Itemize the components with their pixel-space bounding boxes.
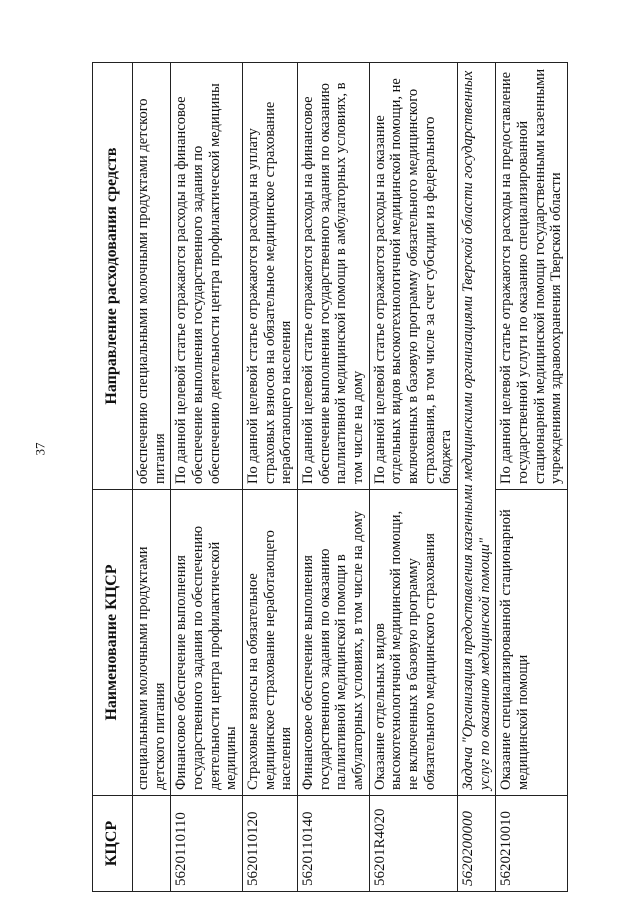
table-header-row [93, 63, 133, 892]
table-row [298, 63, 370, 892]
page-number: 37 [32, 442, 48, 456]
table-row [243, 63, 298, 892]
table-row [133, 63, 171, 892]
task-text: Задача "Организация предоставления казенными медицинскими организациями Тверской области государственных услуг по оказанию медицинской помощи" [458, 63, 496, 796]
header-code: КЦСР [93, 796, 133, 892]
row-direction: обеспечению специальными молочными продуктами детского питания [133, 63, 171, 490]
row-code: 5620110110 [171, 796, 243, 892]
table-row [369, 63, 457, 892]
row-name: Оказание отдельных видов высокотехнологичной медицинской помощи, не включенных в базовую программу обязательного медицинского страхования [369, 490, 457, 796]
task-code: 5620200000 [458, 796, 496, 892]
row-name: Оказание специализированной стационарной медицинской помощи [496, 490, 568, 796]
header-name: Наименование КЦСР [93, 490, 133, 796]
row-direction: По данной целевой статье отражаются расходы на оказание отдельных видов высокотехнологичной медицинской помощи, не включенных в базовую программу обязательного медицинского страхования, в том числе за счет субсидии из федерального бюджета [369, 63, 457, 490]
row-code: 56201R4020 [369, 796, 457, 892]
table-row [496, 63, 568, 892]
row-name: Страховые взносы на обязательное медицинское страхование неработающего населения [243, 490, 298, 796]
row-direction: По данной целевой статье отражаются расходы на финансовое обеспечение выполнения государственного задания по обеспечению деятельности центра профилактической медицины [171, 63, 243, 490]
row-code [133, 796, 171, 892]
row-code: 5620110120 [243, 796, 298, 892]
task-row [458, 63, 496, 892]
budget-classification-table [92, 62, 568, 892]
row-code: 5620110140 [298, 796, 370, 892]
row-name: специальными молочными продуктами детского питания [133, 490, 171, 796]
header-direction: Направление расходования средств [93, 63, 133, 490]
row-direction: По данной целевой статье отражаются расходы на предоставление государственной услуги по оказанию специализированной стационарной медицинской помощи государственными казенными учреждениями здравоохранения Тверской области [496, 63, 568, 490]
rotated-table-wrapper [92, 62, 565, 892]
row-direction: По данной целевой статье отражаются расходы на уплату страховых взносов на обязательное медицинское страхование неработающего населения [243, 63, 298, 490]
table-row [171, 63, 243, 892]
row-name: Финансовое обеспечение выполнения государственного задания по оказанию паллиативной медицинской помощи в амбулаторных условиях, в том числе на дому [298, 490, 370, 796]
row-code: 5620210010 [496, 796, 568, 892]
row-direction: По данной целевой статье отражаются расходы на финансовое обеспечение выполнения государственного задания по оказанию паллиативной медицинской помощи в амбулаторных условиях, в том числе на дому [298, 63, 370, 490]
row-name: Финансовое обеспечение выполнения государственного задания по обеспечению деятельности центра профилактической медицины [171, 490, 243, 796]
